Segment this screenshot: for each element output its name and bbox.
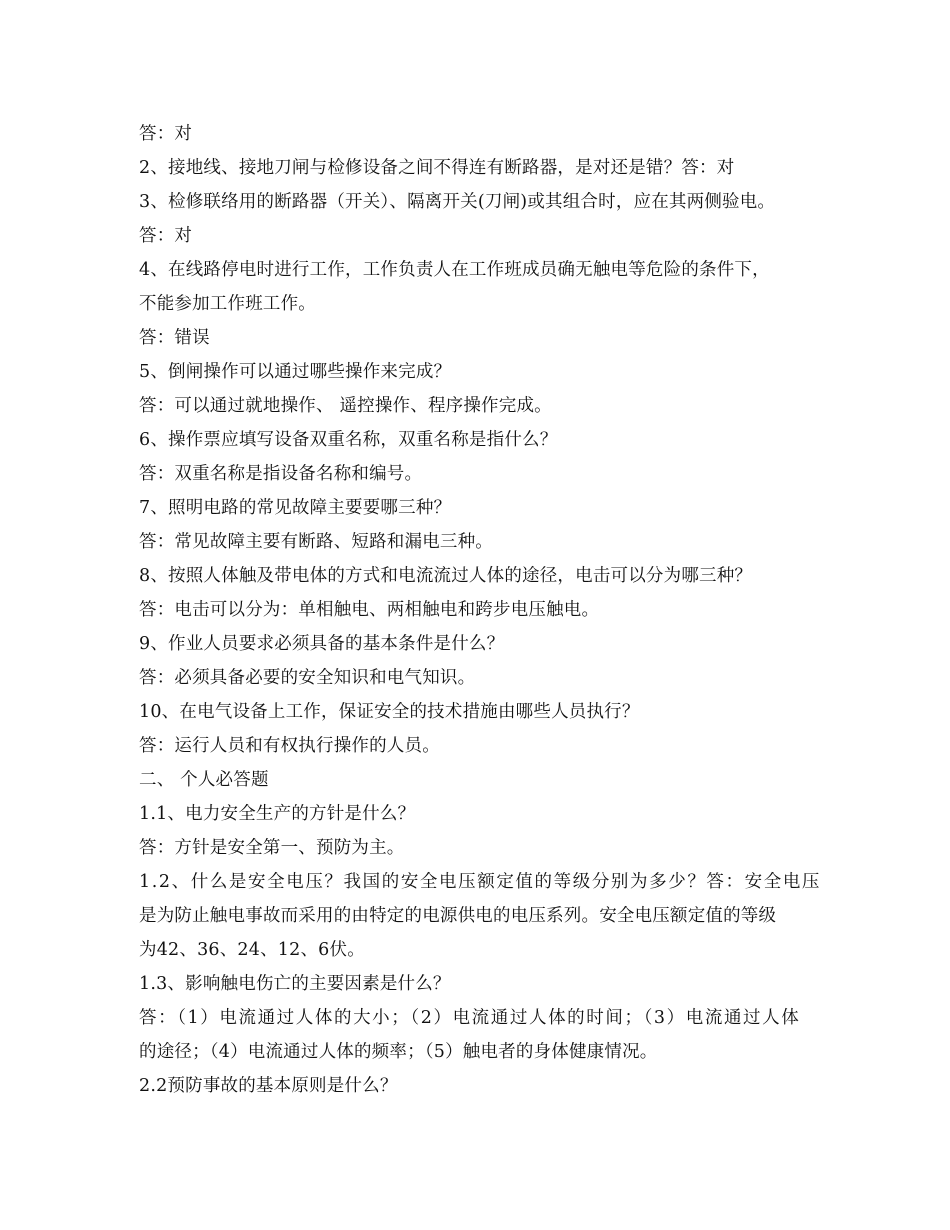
answer-line: 答：可以通过就地操作、 遥控操作、程序操作完成。: [139, 396, 552, 416]
question-line: 1.3、影响触电伤亡的主要因素是什么？: [139, 974, 451, 994]
question-line: 2、接地线、接地刀闸与检修设备之间不得连有断路器，是对还是错？答：对: [139, 158, 735, 178]
question-line: 1.1、电力安全生产的方针是什么？: [139, 804, 416, 824]
question-line: 9、作业人员要求必须具备的基本条件是什么？: [139, 634, 505, 654]
answer-line: 答：运行人员和有权执行操作的人员。: [139, 736, 440, 756]
question-line: 2.2预防事故的基本原则是什么？: [139, 1076, 398, 1096]
question-line: 1.2、什么是安全电压？我国的安全电压额定值的等级分别为多少？答：安全电压: [139, 872, 822, 892]
answer-continuation-line: 为42、36、24、12、6伏。: [139, 940, 365, 960]
answer-line: 答：对: [139, 226, 193, 246]
document-body: [139, 117, 822, 1103]
answer-line: 答：必须具备必要的安全知识和电气知识。: [139, 668, 476, 688]
answer-line: 答：电击可以分为：单相触电、两相触电和跨步电压触电。: [139, 600, 600, 620]
question-line: 4、在线路停电时进行工作，工作负责人在工作班成员确无触电等危险的条件下，: [139, 260, 770, 280]
answer-line: 答：方针是安全第一、预防为主。: [139, 838, 405, 858]
question-line: 8、按照人体触及带电体的方式和电流流过人体的途径，电击可以分为哪三种？: [139, 566, 753, 586]
answer-continuation-line: 是为防止触电事故而采用的由特定的电源供电的电压系列。安全电压额定值的等级: [139, 906, 777, 926]
question-line: 7、照明电路的常见故障主要要哪三种？: [139, 498, 452, 518]
answer-line: 答：错误: [139, 328, 210, 348]
answer-line: 答：常见故障主要有断路、短路和漏电三种。: [139, 532, 493, 552]
section-heading: 二、 个人必答题: [139, 770, 269, 790]
answer-line: 答：对: [139, 124, 193, 144]
answer-continuation-line: 的途径；（4）电流通过人体的频率；（5）触电者的身体健康情况。: [139, 1042, 658, 1062]
question-line: 3、检修联络用的断路器（开关）、隔离开关(刀闸)或其组合时，应在其两侧验电。: [139, 192, 776, 212]
answer-line: 答：（1）电流通过人体的大小；（2）电流通过人体的时间；（3）电流通过人体: [139, 1008, 801, 1028]
question-line: 5、倒闸操作可以通过哪些操作来完成？: [139, 362, 452, 382]
question-line: 10、在电气设备上工作，保证安全的技术措施由哪些人员执行？: [139, 702, 640, 722]
answer-line: 答：双重名称是指设备名称和编号。: [139, 464, 423, 484]
question-continuation-line: 不能参加工作班工作。: [139, 294, 316, 314]
question-line: 6、操作票应填写设备双重名称，双重名称是指什么？: [139, 430, 558, 450]
